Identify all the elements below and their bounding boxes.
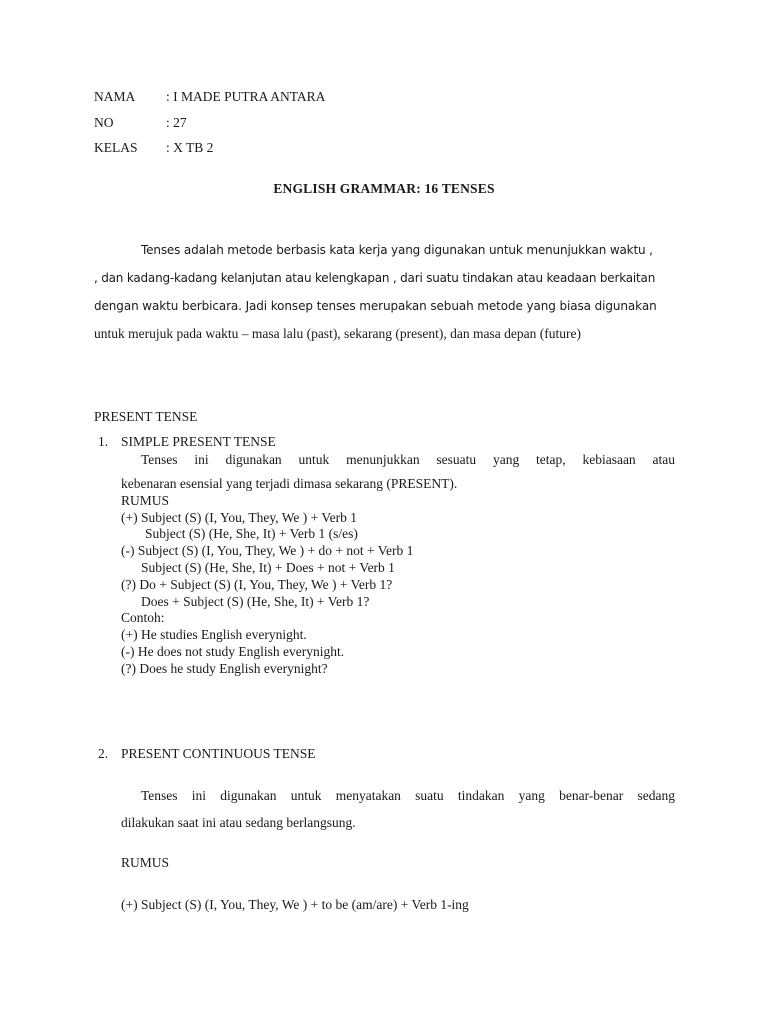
section-1-example-1: (+) He studies English everynight. bbox=[121, 627, 307, 642]
section-2-formula-1: (+) Subject (S) (I, You, They, We ) + to be (am/are) + Verb 1-ing bbox=[121, 897, 469, 912]
nama-value: : I MADE PUTRA ANTARA bbox=[166, 89, 326, 104]
section-1-example-2: (-) He does not study English everynight. bbox=[121, 644, 345, 659]
section-1-formula-6: Does + Subject (S) (He, She, It) + Verb 1? bbox=[141, 594, 370, 609]
section-2-number: 2. bbox=[98, 746, 109, 761]
document-title: ENGLISH GRAMMAR: 16 TENSES bbox=[273, 181, 495, 196]
section-2-desc-line-2: dilakukan saat ini atau sedang berlangsung. bbox=[121, 815, 356, 830]
intro-line-1: Tenses adalah metode berbasis kata kerja yang digunakan untuk menunjukkan waktu , bbox=[141, 243, 653, 257]
intro-line-3: dengan waktu berbicara. Jadi konsep tenses merupakan sebuah metode yang biasa digunakan bbox=[94, 299, 657, 313]
section-1-desc-line-1: Tenses ini digunakan untuk menunjukkan sesuatu yang tetap, kebiasaan atau bbox=[141, 452, 675, 467]
no-label: NO bbox=[94, 115, 114, 130]
section-1-heading: SIMPLE PRESENT TENSE bbox=[121, 434, 276, 449]
section-1-number: 1. bbox=[98, 434, 109, 449]
section-1-example-3: (?) Does he study English everynight? bbox=[121, 661, 328, 676]
section-2-rumus: RUMUS bbox=[121, 855, 170, 870]
section-2-heading: PRESENT CONTINUOUS TENSE bbox=[121, 746, 316, 761]
section-1-desc-line-2: kebenaran esensial yang terjadi dimasa sekarang (PRESENT). bbox=[121, 476, 458, 491]
kelas-value: : X TB 2 bbox=[166, 140, 214, 155]
section-1-formula-1: (+) Subject (S) (I, You, They, We ) + Verb 1 bbox=[121, 510, 357, 525]
section-1-formula-3: (-) Subject (S) (I, You, They, We ) + do + not + Verb 1 bbox=[121, 543, 414, 558]
section-1-rumus: RUMUS bbox=[121, 493, 170, 508]
nama-label: NAMA bbox=[94, 89, 136, 104]
no-value: : 27 bbox=[166, 115, 187, 130]
section-1-formula-2: Subject (S) (He, She, It) + Verb 1 (s/es) bbox=[145, 526, 358, 541]
present-tense-heading: PRESENT TENSE bbox=[94, 409, 198, 424]
section-2-desc-line-1: Tenses ini digunakan untuk menyatakan suatu tindakan yang benar-benar sedang bbox=[141, 788, 675, 803]
intro-line-4: untuk merujuk pada waktu – masa lalu (past), sekarang (present), dan masa depan (future) bbox=[94, 326, 581, 341]
section-1-contoh: Contoh: bbox=[121, 610, 165, 625]
section-1-formula-5: (?) Do + Subject (S) (I, You, They, We ) + Verb 1? bbox=[121, 577, 393, 592]
section-1-formula-4: Subject (S) (He, She, It) + Does + not + Verb 1 bbox=[141, 560, 395, 575]
kelas-label: KELAS bbox=[94, 140, 138, 155]
intro-line-2: , dan kadang-kadang kelanjutan atau kelengkapan , dari suatu tindakan atau keadaan berkaitan bbox=[94, 271, 656, 285]
